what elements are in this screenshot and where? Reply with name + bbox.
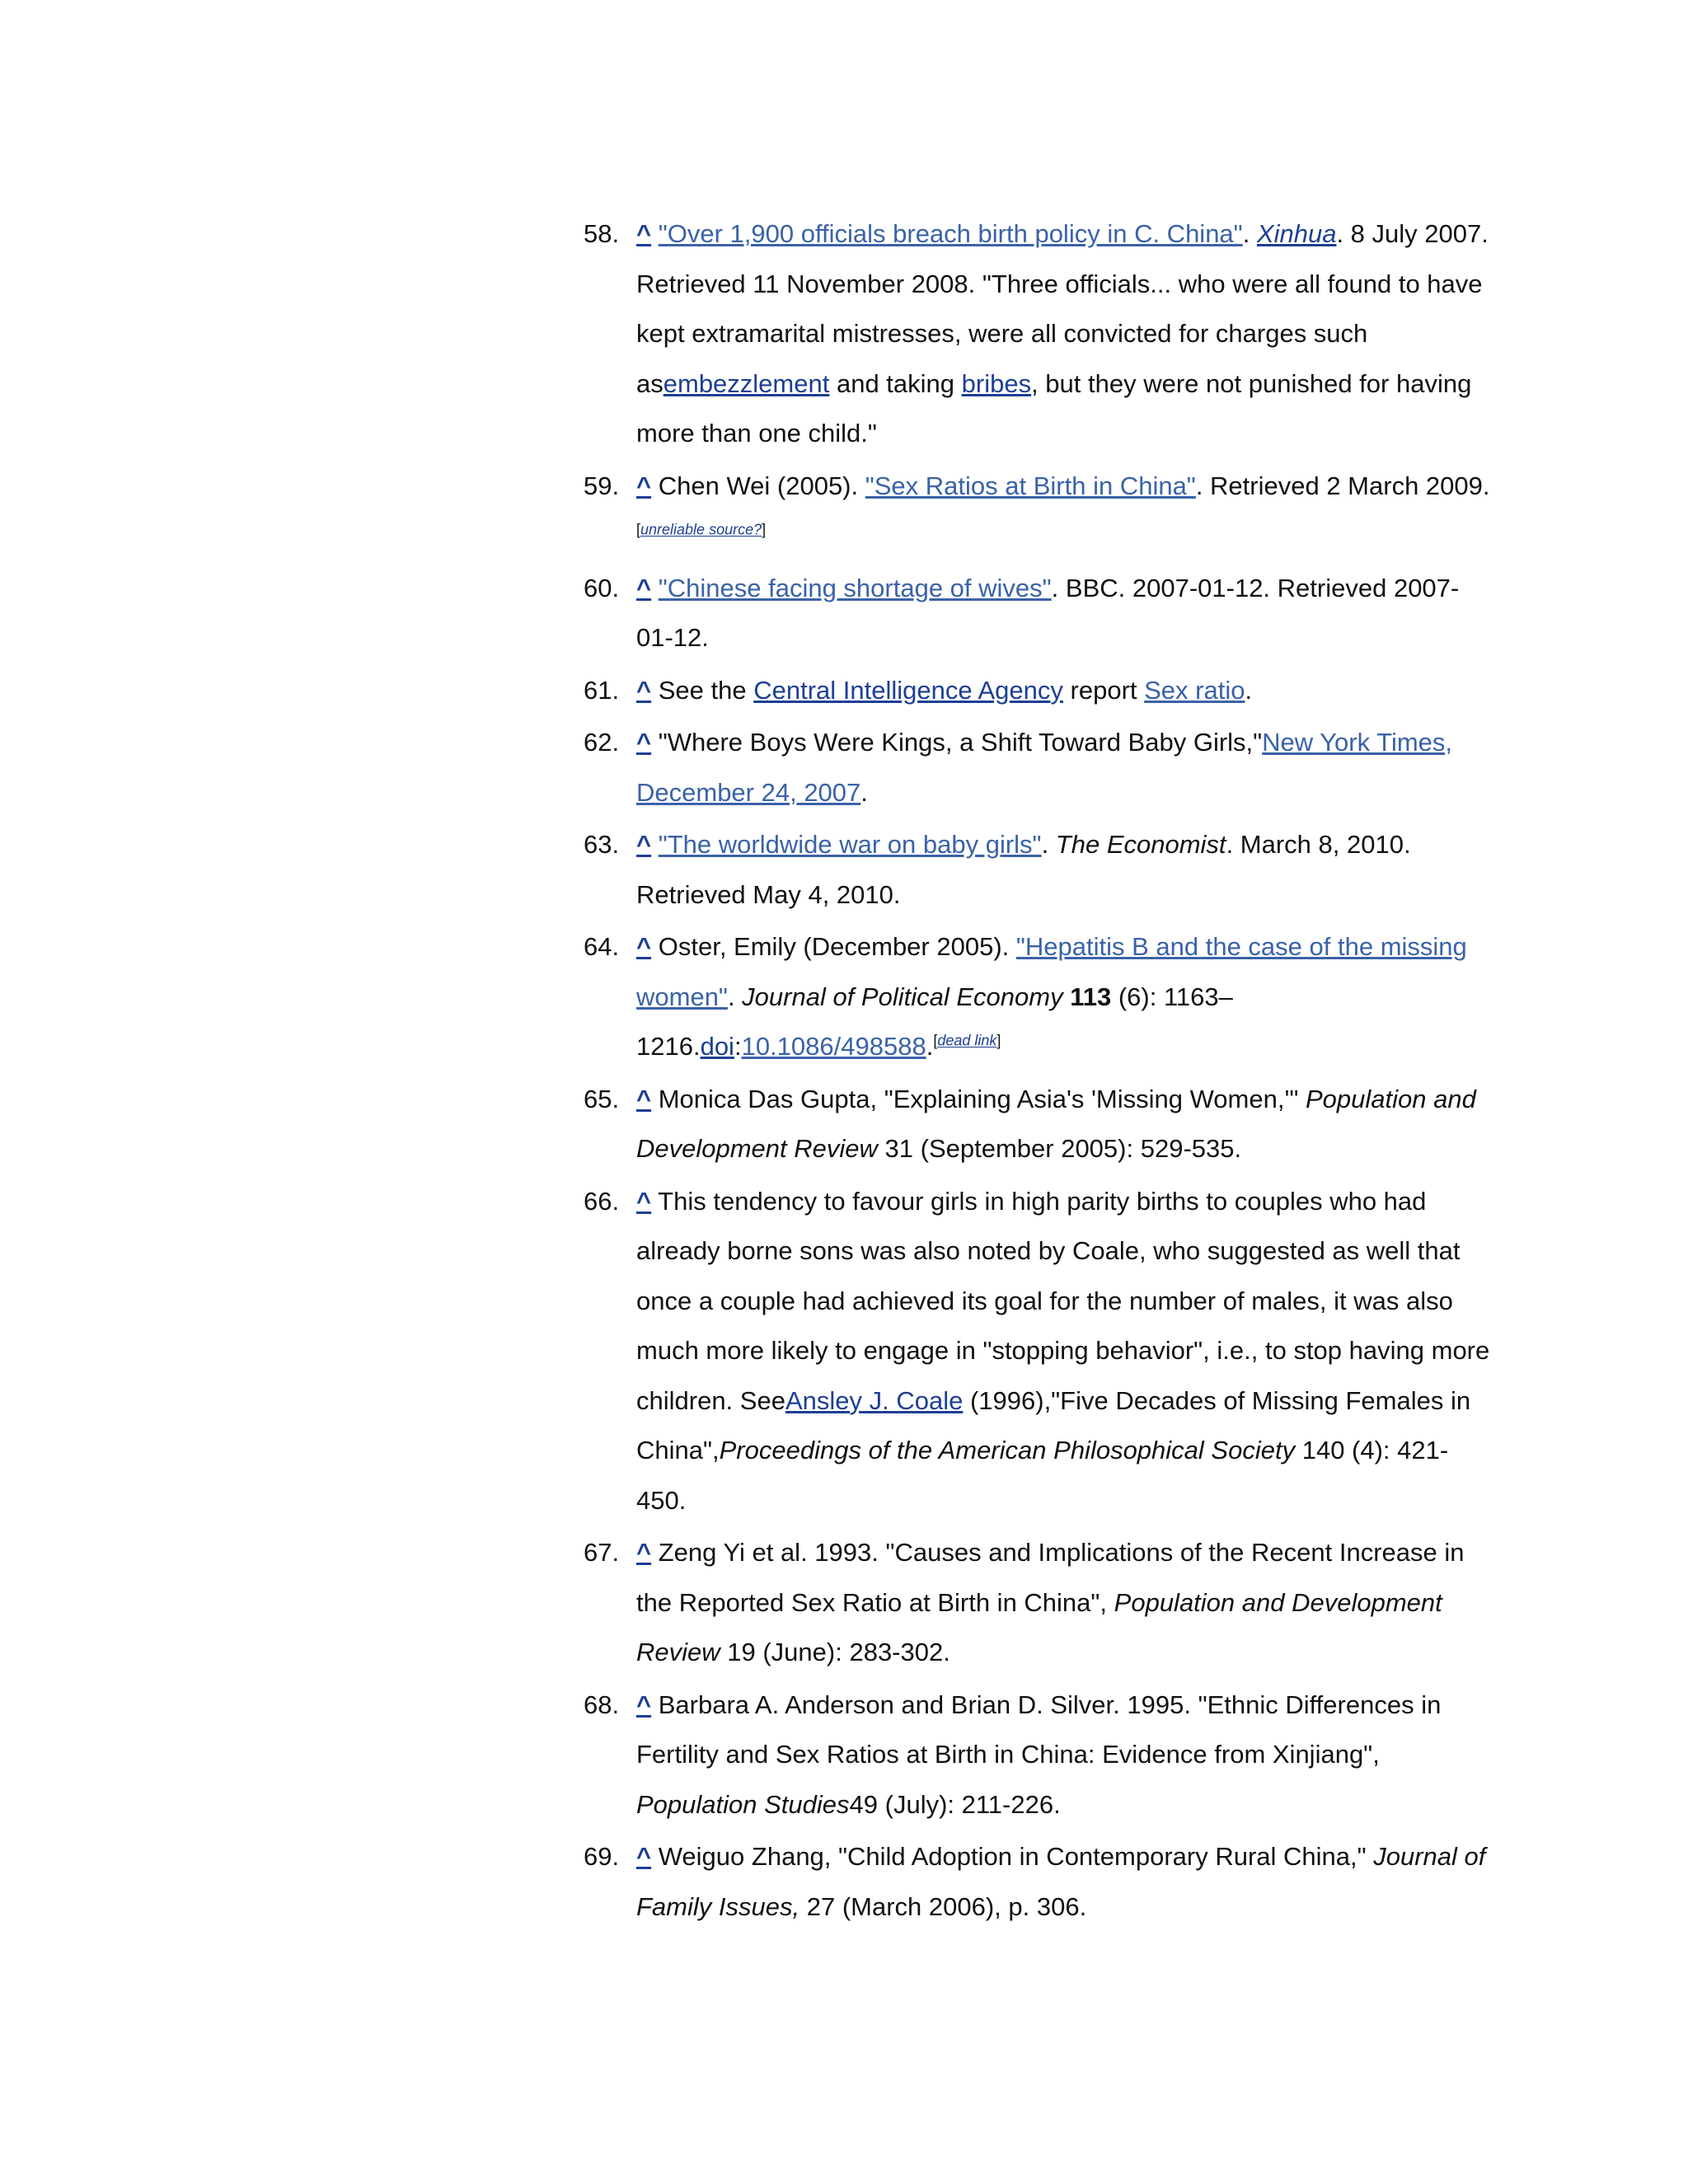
reference-item bbox=[584, 564, 1490, 663]
reference-number: 68. bbox=[584, 1690, 620, 1719]
reference-number: 64. bbox=[584, 932, 620, 961]
jump-back-link[interactable]: ^ bbox=[636, 675, 652, 705]
reference-number: 65. bbox=[584, 1084, 620, 1113]
jump-back-link[interactable]: ^ bbox=[636, 1186, 652, 1216]
citation-text: Zeng Yi et al. 1993. "Causes and Implications of the Recent Increase in the Reported Sex Ratio at Birth in China", bbox=[636, 1538, 1465, 1617]
citation-text: Barbara A. Anderson and Brian D. Silver. 1995. "Ethnic Differences in Fertility and Sex Ratios at Birth in China: Evidence from Xinjiang", bbox=[636, 1690, 1442, 1769]
citation-note-link[interactable]: dead link bbox=[937, 1032, 997, 1049]
citation-title-italic: The Economist bbox=[1055, 830, 1226, 859]
jump-back-link[interactable]: ^ bbox=[636, 219, 652, 248]
citation-text: 19 (June): 283-302. bbox=[720, 1638, 950, 1666]
jump-back-link[interactable]: ^ bbox=[636, 1842, 652, 1871]
reference-item bbox=[584, 1177, 1490, 1526]
citation-text: . bbox=[926, 1032, 934, 1061]
jump-back-link[interactable]: ^ bbox=[636, 1538, 652, 1567]
reference-number: 59. bbox=[584, 471, 620, 500]
wiki-link[interactable]: Central Intelligence Agency bbox=[753, 675, 1063, 705]
citation-text: 49 (July): 211-226. bbox=[849, 1789, 1061, 1819]
citation-text: See the bbox=[658, 675, 754, 705]
citation-text: . bbox=[1242, 219, 1257, 248]
reference-item bbox=[584, 1528, 1490, 1678]
jump-back-link[interactable]: ^ bbox=[636, 1084, 652, 1113]
citation-title-italic: Population and Development Review bbox=[636, 1587, 1442, 1666]
citation-text: (1996),"Five Decades of Missing Females in China", bbox=[636, 1385, 1471, 1465]
reference-number: 58. bbox=[584, 219, 620, 248]
citation-text: (6): 1163–1216. bbox=[636, 982, 1233, 1061]
reference-item bbox=[584, 209, 1490, 459]
jump-back-link[interactable]: ^ bbox=[636, 728, 652, 757]
citation-note: [dead link] bbox=[933, 1032, 1001, 1049]
citation-link[interactable]: "The worldwide war on baby girls" bbox=[658, 830, 1042, 859]
citation-text: . March 8, 2010. Retrieved May 4, 2010. bbox=[636, 830, 1411, 909]
reference-number: 62. bbox=[584, 728, 620, 757]
citation-text: Weiguo Zhang, "Child Adoption in Contemporary Rural China," bbox=[658, 1842, 1374, 1871]
citation-title-italic: Journal of Political Economy bbox=[742, 982, 1063, 1011]
reference-item bbox=[584, 922, 1490, 1072]
citation-text: Oster, Emily (December 2005). bbox=[658, 932, 1016, 961]
reference-number: 66. bbox=[584, 1186, 620, 1216]
citation-volume: 113 bbox=[1070, 982, 1112, 1011]
citation-title-italic: Population and Development Review bbox=[636, 1084, 1476, 1163]
citation-text: This tendency to favour girls in high parity births to couples who had already borne sons was also noted by Coale, who suggested as well that once a couple had achieved its goal for the number of males, it was also much more likely to engage in "stopping behavior", i.e., to stop having more children. See bbox=[636, 1186, 1490, 1415]
citation-text: Chen Wei (2005). bbox=[658, 471, 865, 500]
citation-link[interactable]: New York Times, December 24, 2007 bbox=[636, 728, 1453, 807]
reference-item bbox=[584, 1680, 1490, 1830]
citation-link[interactable]: "Chinese facing shortage of wives" bbox=[658, 573, 1052, 602]
jump-back-link[interactable]: ^ bbox=[636, 573, 652, 602]
citation-note-link[interactable]: unreliable source? bbox=[640, 521, 762, 538]
reference-item bbox=[584, 718, 1490, 818]
citation-text: . bbox=[727, 982, 743, 1011]
reference-item bbox=[584, 462, 1490, 561]
citation-text bbox=[1063, 982, 1071, 1011]
reference-item bbox=[584, 1832, 1490, 1932]
citation-text: . BBC. 2007-01-12. Retrieved 2007-01-12. bbox=[636, 573, 1460, 652]
citation-text: . Retrieved 2 March 2009. bbox=[1195, 471, 1490, 500]
jump-back-link[interactable]: ^ bbox=[636, 830, 652, 859]
citation-link[interactable]: Sex ratio bbox=[1144, 675, 1245, 705]
reference-item bbox=[584, 1075, 1490, 1174]
reference-number: 63. bbox=[584, 830, 620, 859]
citation-text: 27 (March 2006), p. 306. bbox=[799, 1891, 1087, 1921]
citation-title-italic: Journal of Family Issues, bbox=[636, 1842, 1486, 1921]
citation-link[interactable]: 10.1086/498588 bbox=[741, 1032, 926, 1061]
wiki-link[interactable]: bribes bbox=[961, 368, 1032, 398]
references-list bbox=[584, 209, 1490, 1934]
wiki-link[interactable]: embezzlement bbox=[663, 368, 830, 398]
citation-title-italic: Proceedings of the American Philosophical Society bbox=[719, 1436, 1296, 1465]
jump-back-link[interactable]: ^ bbox=[636, 471, 652, 500]
citation-link[interactable]: "Sex Ratios at Birth in China" bbox=[865, 471, 1196, 500]
citation-text: 31 (September 2005): 529-535. bbox=[877, 1134, 1242, 1163]
citation-link[interactable]: "Hepatitis B and the case of the missing women" bbox=[636, 932, 1467, 1011]
citation-note: [unreliable source?] bbox=[636, 521, 767, 538]
publisher-link[interactable]: Xinhua bbox=[1256, 219, 1337, 248]
citation-text: , but they were not punished for having more than one child." bbox=[636, 368, 1472, 448]
reference-number: 67. bbox=[584, 1538, 620, 1567]
reference-item bbox=[584, 820, 1490, 920]
jump-back-link[interactable]: ^ bbox=[636, 1690, 652, 1719]
citation-text: : bbox=[734, 1032, 742, 1061]
citation-text: . bbox=[1041, 830, 1056, 859]
wiki-link[interactable]: Ansley J. Coale bbox=[785, 1385, 964, 1415]
citation-text: . bbox=[860, 777, 868, 807]
reference-number: 69. bbox=[584, 1842, 620, 1871]
citation-text: . bbox=[1245, 675, 1253, 705]
citation-text: . 8 July 2007. Retrieved 11 November 2008. "Three officials... who were all found to have kept extramarital mistresses, were all convicted for charges such as bbox=[636, 219, 1489, 398]
jump-back-link[interactable]: ^ bbox=[636, 932, 652, 961]
citation-title-italic: Population Studies bbox=[636, 1789, 850, 1819]
reference-number: 61. bbox=[584, 675, 620, 705]
citation-text: 140 (4): 421-450. bbox=[636, 1436, 1449, 1515]
reference-number: 60. bbox=[584, 573, 620, 602]
wiki-link[interactable]: doi bbox=[700, 1032, 734, 1061]
citation-text: and taking bbox=[829, 368, 962, 398]
citation-text: report bbox=[1062, 675, 1145, 705]
citation-text: Monica Das Gupta, "Explaining Asia's 'Missing Women,'" bbox=[658, 1084, 1306, 1113]
reference-item bbox=[584, 666, 1490, 716]
citation-link[interactable]: "Over 1,900 officials breach birth policy in C. China" bbox=[658, 219, 1243, 248]
citation-text: "Where Boys Were Kings, a Shift Toward Baby Girls," bbox=[658, 728, 1263, 757]
